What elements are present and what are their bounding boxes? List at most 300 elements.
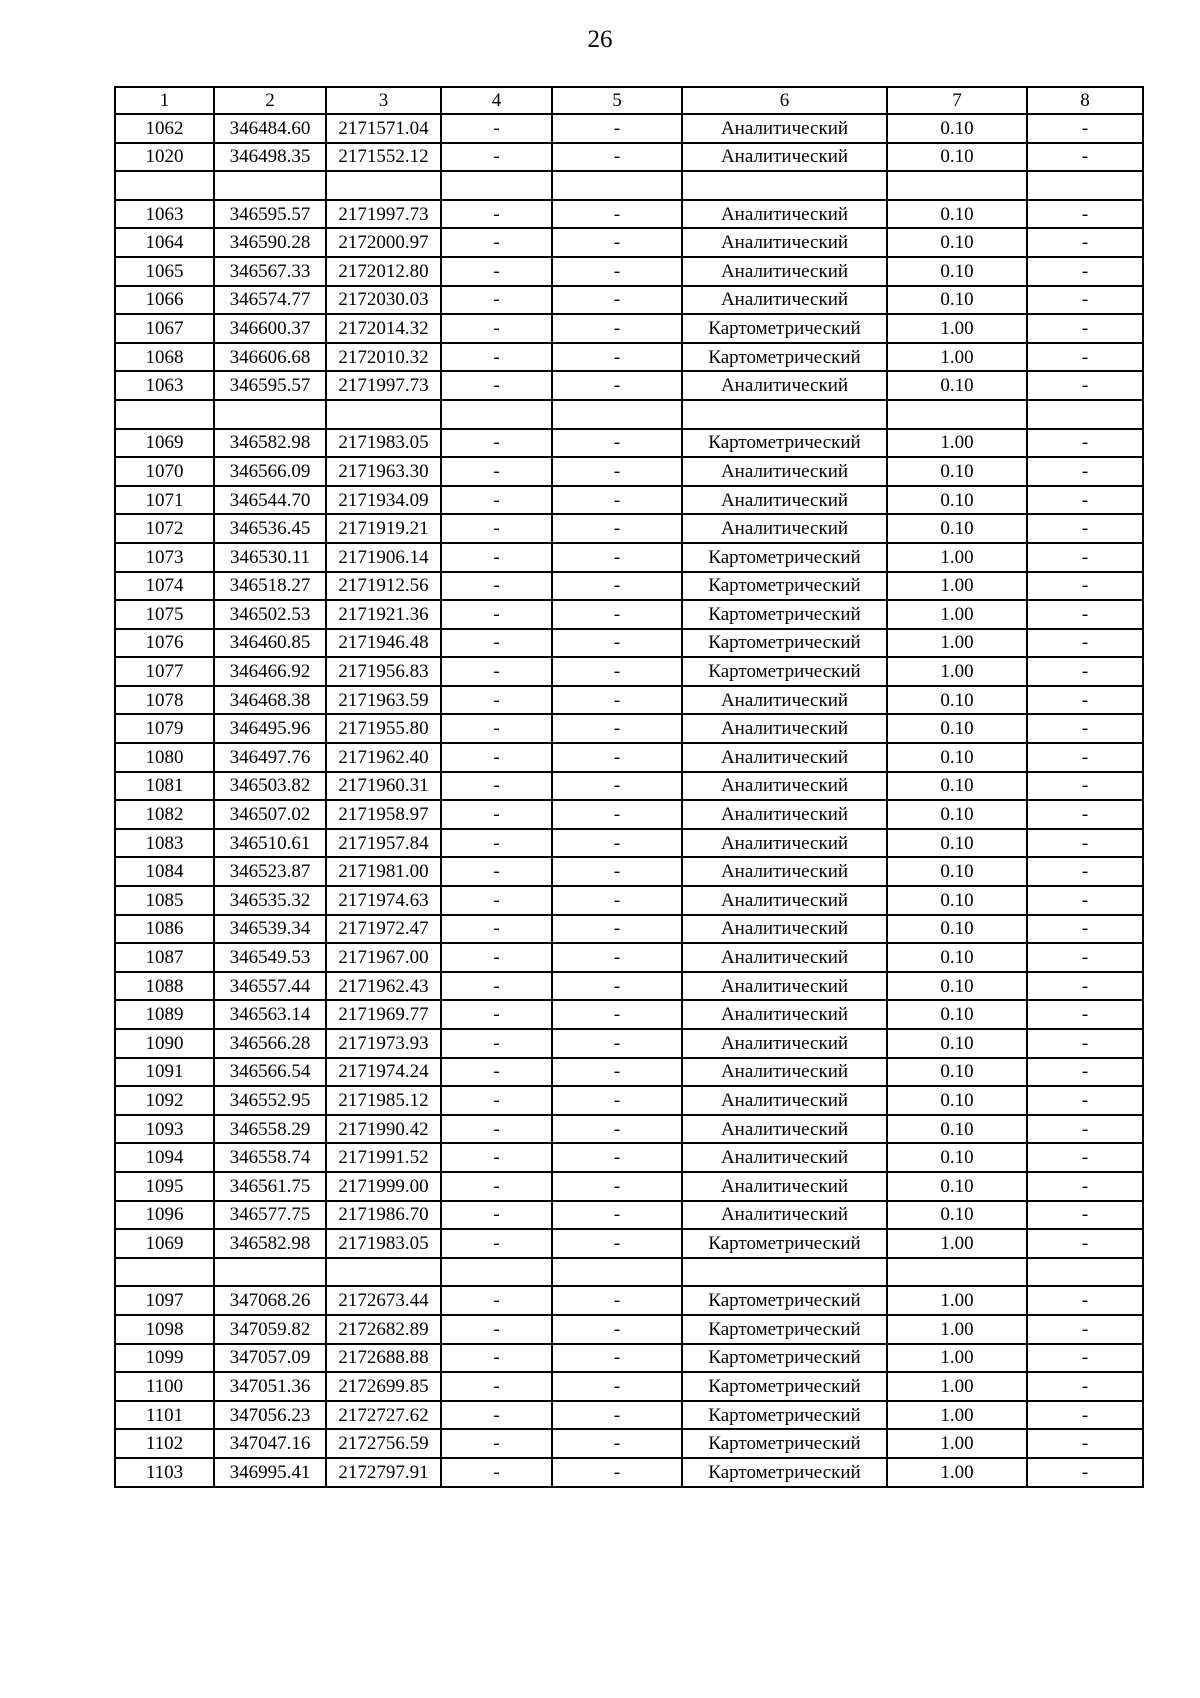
table-cell-col-7: 0.10 [887,1115,1027,1144]
table-cell-col-6: Картометрический [682,1229,887,1258]
table-cell-col-3: 2171986.70 [326,1201,441,1230]
table-cell-col-2: 346566.09 [214,457,326,486]
table-separator-row [115,1258,1143,1287]
table-cell-col-1: 1086 [115,915,214,944]
table-cell-col-5: - [552,1086,682,1115]
table-cell-col-1: 1070 [115,457,214,486]
table-cell-col-8: - [1027,1458,1143,1487]
table-cell-col-1: 1020 [115,143,214,172]
table-row [115,486,1143,515]
table-cell-col-5: - [552,1372,682,1401]
table-cell-col-7: 0.10 [887,1086,1027,1115]
table-cell-col-7: 1.00 [887,1344,1027,1373]
table-cell-col-8: - [1027,1115,1143,1144]
table-cell-col-6: Аналитический [682,1029,887,1058]
table-cell-col-7: 0.10 [887,972,1027,1001]
table-cell-col-1: 1103 [115,1458,214,1487]
table-cell-col-4: - [441,1429,552,1458]
table-cell-col-8: - [1027,1201,1143,1230]
table-cell-col-4: - [441,514,552,543]
table-cell-col-1: 1069 [115,1229,214,1258]
table-cell-col-1: 1085 [115,886,214,915]
table-cell-col-1: 1066 [115,286,214,315]
table-cell-col-5: - [552,1286,682,1315]
table-separator-row [115,400,1143,429]
table-cell-col-2: 346566.54 [214,1058,326,1087]
table-cell-col-6: Картометрический [682,429,887,458]
table-cell-col-7: 1.00 [887,572,1027,601]
table-row [115,657,1143,686]
table-cell-col-3: 2171946.48 [326,629,441,658]
table-cell-col-1: 1093 [115,1115,214,1144]
table-cell-col-6: Аналитический [682,1000,887,1029]
table-cell-col-2: 346536.45 [214,514,326,543]
table-cell-empty [326,1258,441,1287]
table-cell-col-4: - [441,657,552,686]
table-cell-col-4: - [441,1401,552,1430]
table-cell-col-5: - [552,143,682,172]
table-cell-col-5: - [552,1458,682,1487]
table-cell-col-4: - [441,543,552,572]
table-cell-col-3: 2172012.80 [326,257,441,286]
table-cell-col-7: 0.10 [887,514,1027,543]
table-cell-col-4: - [441,257,552,286]
table-cell-col-5: - [552,1172,682,1201]
table-cell-col-3: 2171919.21 [326,514,441,543]
table-cell-col-5: - [552,457,682,486]
table-cell-col-4: - [441,1344,552,1373]
table-cell-col-6: Картометрический [682,600,887,629]
table-cell-col-6: Картометрический [682,1315,887,1344]
table-cell-col-6: Аналитический [682,886,887,915]
table-cell-col-5: - [552,228,682,257]
table-cell-col-2: 346549.53 [214,943,326,972]
table-cell-col-5: - [552,686,682,715]
table-cell-col-8: - [1027,1086,1143,1115]
table-row [115,972,1143,1001]
table-cell-col-5: - [552,1401,682,1430]
table-cell-col-2: 346518.27 [214,572,326,601]
table-cell-col-4: - [441,1058,552,1087]
table-cell-col-1: 1099 [115,1344,214,1373]
table-cell-col-4: - [441,1372,552,1401]
table-cell-col-7: 0.10 [887,1029,1027,1058]
table-cell-empty [115,1258,214,1287]
table-cell-col-8: - [1027,657,1143,686]
table-cell-col-1: 1080 [115,743,214,772]
table-cell-col-4: - [441,714,552,743]
table-cell-col-7: 0.10 [887,686,1027,715]
table-cell-col-6: Аналитический [682,800,887,829]
table-cell-col-1: 1068 [115,343,214,372]
table-cell-col-8: - [1027,257,1143,286]
table-cell-col-5: - [552,600,682,629]
table-row [115,228,1143,257]
table-cell-col-6: Аналитический [682,457,887,486]
table-cell-col-7: 1.00 [887,1315,1027,1344]
table-cell-col-7: 0.10 [887,286,1027,315]
table-cell-col-3: 2171997.73 [326,200,441,229]
table-cell-empty [1027,171,1143,200]
table-cell-col-6: Аналитический [682,1143,887,1172]
table-cell-empty [441,400,552,429]
table-cell-col-2: 346503.82 [214,772,326,801]
table-cell-col-2: 346468.38 [214,686,326,715]
table-cell-col-4: - [441,829,552,858]
table-cell-empty [552,171,682,200]
table-cell-col-8: - [1027,943,1143,972]
table-cell-col-8: - [1027,714,1143,743]
table-cell-empty [214,1258,326,1287]
table-cell-col-1: 1078 [115,686,214,715]
table-cell-col-5: - [552,915,682,944]
table-cell-col-5: - [552,1344,682,1373]
table-cell-col-2: 347057.09 [214,1344,326,1373]
table-cell-col-6: Аналитический [682,714,887,743]
table-row [115,143,1143,172]
table-cell-col-5: - [552,314,682,343]
table-cell-col-8: - [1027,1000,1143,1029]
table-cell-col-2: 347047.16 [214,1429,326,1458]
table-cell-col-8: - [1027,200,1143,229]
table-cell-col-8: - [1027,1229,1143,1258]
table-row [115,429,1143,458]
table-cell-col-3: 2171974.63 [326,886,441,915]
table-cell-col-2: 346563.14 [214,1000,326,1029]
table-cell-col-7: 0.10 [887,915,1027,944]
table-cell-col-5: - [552,1201,682,1230]
table-cell-col-6: Картометрический [682,1401,887,1430]
table-cell-col-4: - [441,1201,552,1230]
table-cell-col-5: - [552,371,682,400]
table-cell-col-1: 1100 [115,1372,214,1401]
table-cell-col-7: 1.00 [887,1401,1027,1430]
table-cell-col-5: - [552,1229,682,1258]
table-cell-col-8: - [1027,915,1143,944]
table-cell-col-1: 1069 [115,429,214,458]
table-cell-col-8: - [1027,1429,1143,1458]
table-row [115,1086,1143,1115]
table-cell-col-1: 1097 [115,1286,214,1315]
table-cell-col-5: - [552,572,682,601]
table-cell-col-4: - [441,200,552,229]
table-cell-col-5: - [552,1315,682,1344]
table-cell-col-6: Аналитический [682,1172,887,1201]
table-cell-col-2: 346995.41 [214,1458,326,1487]
table-cell-col-1: 1098 [115,1315,214,1344]
table-cell-col-6: Аналитический [682,1201,887,1230]
table-row [115,314,1143,343]
table-cell-col-7: 0.10 [887,486,1027,515]
table-cell-col-7: 0.10 [887,1143,1027,1172]
table-body [115,114,1143,1487]
table-cell-col-8: - [1027,1401,1143,1430]
table-cell-col-7: 0.10 [887,257,1027,286]
table-cell-col-6: Аналитический [682,1058,887,1087]
table-cell-col-4: - [441,1286,552,1315]
table-cell-col-7: 1.00 [887,429,1027,458]
table-row [115,1458,1143,1487]
table-cell-col-3: 2171967.00 [326,943,441,972]
table-cell-col-1: 1081 [115,772,214,801]
table-cell-col-4: - [441,572,552,601]
table-cell-col-3: 2172756.59 [326,1429,441,1458]
table-cell-col-3: 2171960.31 [326,772,441,801]
table-row [115,829,1143,858]
table-row [115,1372,1143,1401]
table-cell-col-3: 2172000.97 [326,228,441,257]
table-cell-col-3: 2172699.85 [326,1372,441,1401]
table-cell-empty [1027,400,1143,429]
table-cell-col-3: 2171962.40 [326,743,441,772]
table-cell-empty [682,400,887,429]
table-cell-col-7: 0.10 [887,1172,1027,1201]
table-cell-col-4: - [441,343,552,372]
table-cell-col-4: - [441,600,552,629]
table-cell-col-1: 1074 [115,572,214,601]
table-row [115,1429,1143,1458]
table-cell-col-8: - [1027,429,1143,458]
table-cell-col-4: - [441,1229,552,1258]
table-cell-col-3: 2171963.30 [326,457,441,486]
table-cell-col-6: Картометрический [682,314,887,343]
page-number: 26 [587,26,613,53]
table-cell-col-5: - [552,114,682,143]
table-cell-col-3: 2171957.84 [326,829,441,858]
table-cell-empty [326,171,441,200]
table-cell-col-7: 1.00 [887,657,1027,686]
table-cell-col-2: 346502.53 [214,600,326,629]
table-cell-col-5: - [552,257,682,286]
table-cell-col-3: 2171999.00 [326,1172,441,1201]
table-cell-col-1: 1096 [115,1201,214,1230]
table-cell-col-3: 2171958.97 [326,800,441,829]
table-cell-col-3: 2171963.59 [326,686,441,715]
table-cell-col-3: 2171962.43 [326,972,441,1001]
table-cell-col-1: 1091 [115,1058,214,1087]
table-cell-col-4: - [441,943,552,972]
table-cell-col-3: 2171974.24 [326,1058,441,1087]
table-cell-col-6: Аналитический [682,686,887,715]
table-cell-col-3: 2171972.47 [326,915,441,944]
table-cell-col-7: 0.10 [887,829,1027,858]
table-cell-col-2: 346590.28 [214,228,326,257]
coordinates-table [114,86,1144,1488]
table-cell-col-1: 1083 [115,829,214,858]
table-row [115,629,1143,658]
table-cell-col-7: 0.10 [887,143,1027,172]
table-row [115,743,1143,772]
table-cell-col-8: - [1027,1172,1143,1201]
table-cell-empty [214,400,326,429]
table-cell-col-7: 0.10 [887,457,1027,486]
table-cell-empty [887,171,1027,200]
table-cell-col-5: - [552,743,682,772]
table-cell-col-3: 2172673.44 [326,1286,441,1315]
table-cell-col-2: 346558.29 [214,1115,326,1144]
table-cell-col-1: 1090 [115,1029,214,1058]
table-cell-col-6: Аналитический [682,143,887,172]
table-cell-col-1: 1062 [115,114,214,143]
table-cell-col-5: - [552,972,682,1001]
table-cell-col-3: 2172014.32 [326,314,441,343]
table-cell-col-2: 347068.26 [214,1286,326,1315]
table-cell-empty [115,400,214,429]
table-cell-col-7: 0.10 [887,886,1027,915]
table-cell-col-6: Картометрический [682,1429,887,1458]
table-cell-col-6: Картометрический [682,1344,887,1373]
table-cell-col-2: 347051.36 [214,1372,326,1401]
table-cell-col-5: - [552,886,682,915]
table-row [115,286,1143,315]
table-cell-col-8: - [1027,486,1143,515]
table-cell-col-5: - [552,857,682,886]
table-cell-col-4: - [441,1315,552,1344]
table-cell-col-7: 0.10 [887,800,1027,829]
table-cell-empty [682,171,887,200]
table-cell-col-4: - [441,143,552,172]
table-cell-col-5: - [552,1058,682,1087]
table-cell-col-2: 346595.57 [214,200,326,229]
table-cell-col-8: - [1027,857,1143,886]
table-cell-col-8: - [1027,772,1143,801]
table-cell-col-4: - [441,486,552,515]
table-cell-col-2: 346535.32 [214,886,326,915]
table-cell-col-3: 2171981.00 [326,857,441,886]
table-cell-col-3: 2171955.80 [326,714,441,743]
table-cell-col-1: 1067 [115,314,214,343]
table-cell-col-3: 2171991.52 [326,1143,441,1172]
table-cell-col-2: 346595.57 [214,371,326,400]
table-cell-col-1: 1071 [115,486,214,515]
table-cell-col-1: 1101 [115,1401,214,1430]
table-cell-col-2: 346582.98 [214,1229,326,1258]
table-cell-col-8: - [1027,972,1143,1001]
table-cell-col-4: - [441,915,552,944]
table-cell-col-7: 0.10 [887,1000,1027,1029]
table-cell-col-6: Картометрический [682,1372,887,1401]
table-cell-col-7: 1.00 [887,629,1027,658]
table-cell-col-7: 0.10 [887,1201,1027,1230]
table-cell-col-2: 346510.61 [214,829,326,858]
table-cell-col-1: 1089 [115,1000,214,1029]
table-row [115,943,1143,972]
table-row [115,514,1143,543]
table-cell-col-2: 346558.74 [214,1143,326,1172]
column-header: 6 [682,87,887,114]
table-cell-col-5: - [552,714,682,743]
table-cell-col-3: 2171906.14 [326,543,441,572]
table-cell-col-8: - [1027,343,1143,372]
table-cell-col-8: - [1027,600,1143,629]
table-cell-col-4: - [441,314,552,343]
table-row [115,1315,1143,1344]
table-cell-col-8: - [1027,1344,1143,1373]
table-cell-col-3: 2171985.12 [326,1086,441,1115]
table-cell-col-6: Аналитический [682,772,887,801]
table-cell-col-5: - [552,657,682,686]
table-cell-col-1: 1075 [115,600,214,629]
table-cell-col-3: 2172030.03 [326,286,441,315]
table-row [115,257,1143,286]
table-row [115,1286,1143,1315]
table-cell-col-7: 0.10 [887,114,1027,143]
table-cell-col-7: 0.10 [887,943,1027,972]
table-row [115,1344,1143,1373]
table-cell-col-4: - [441,857,552,886]
table-cell-col-1: 1088 [115,972,214,1001]
table-cell-col-1: 1084 [115,857,214,886]
table-cell-col-5: - [552,1115,682,1144]
table-cell-col-8: - [1027,743,1143,772]
table-cell-col-8: - [1027,286,1143,315]
table-cell-col-5: - [552,629,682,658]
table-cell-col-5: - [552,514,682,543]
column-header: 1 [115,87,214,114]
table-cell-col-8: - [1027,1286,1143,1315]
table-cell-col-2: 346574.77 [214,286,326,315]
table-cell-col-2: 346523.87 [214,857,326,886]
table-cell-col-2: 346567.33 [214,257,326,286]
table-cell-col-4: - [441,1115,552,1144]
table-cell-col-2: 346557.44 [214,972,326,1001]
table-cell-col-5: - [552,1143,682,1172]
table-row [115,1000,1143,1029]
table-row [115,600,1143,629]
table-cell-col-7: 1.00 [887,343,1027,372]
table-cell-col-3: 2172682.89 [326,1315,441,1344]
table-cell-col-4: - [441,1086,552,1115]
table-cell-empty [441,1258,552,1287]
table-row [115,1029,1143,1058]
table-row [115,543,1143,572]
table-cell-col-6: Аналитический [682,1115,887,1144]
table-cell-col-7: 1.00 [887,1429,1027,1458]
column-header: 8 [1027,87,1143,114]
table-cell-col-3: 2171983.05 [326,429,441,458]
table-cell-col-3: 2171934.09 [326,486,441,515]
table-cell-col-8: - [1027,1029,1143,1058]
table-cell-col-5: - [552,1000,682,1029]
table-cell-col-7: 1.00 [887,600,1027,629]
table-cell-col-6: Аналитический [682,286,887,315]
table-cell-col-6: Аналитический [682,200,887,229]
column-header: 2 [214,87,326,114]
table-cell-col-5: - [552,200,682,229]
table-cell-col-2: 346552.95 [214,1086,326,1115]
table-cell-col-5: - [552,343,682,372]
table-cell-col-4: - [441,772,552,801]
table-cell-col-1: 1077 [115,657,214,686]
table-cell-col-1: 1063 [115,200,214,229]
table-cell-col-7: 1.00 [887,1229,1027,1258]
table-cell-col-4: - [441,286,552,315]
table-cell-col-6: Картометрический [682,543,887,572]
table-row [115,772,1143,801]
table-cell-col-6: Картометрический [682,572,887,601]
table-cell-col-3: 2171973.93 [326,1029,441,1058]
table-cell-col-2: 346561.75 [214,1172,326,1201]
table-cell-col-7: 0.10 [887,200,1027,229]
table-cell-col-6: Аналитический [682,228,887,257]
table-row [115,714,1143,743]
table-row [115,1058,1143,1087]
table-cell-col-2: 346566.28 [214,1029,326,1058]
table-cell-col-4: - [441,429,552,458]
table-cell-col-3: 2171969.77 [326,1000,441,1029]
table-cell-col-1: 1064 [115,228,214,257]
table-cell-empty [682,1258,887,1287]
